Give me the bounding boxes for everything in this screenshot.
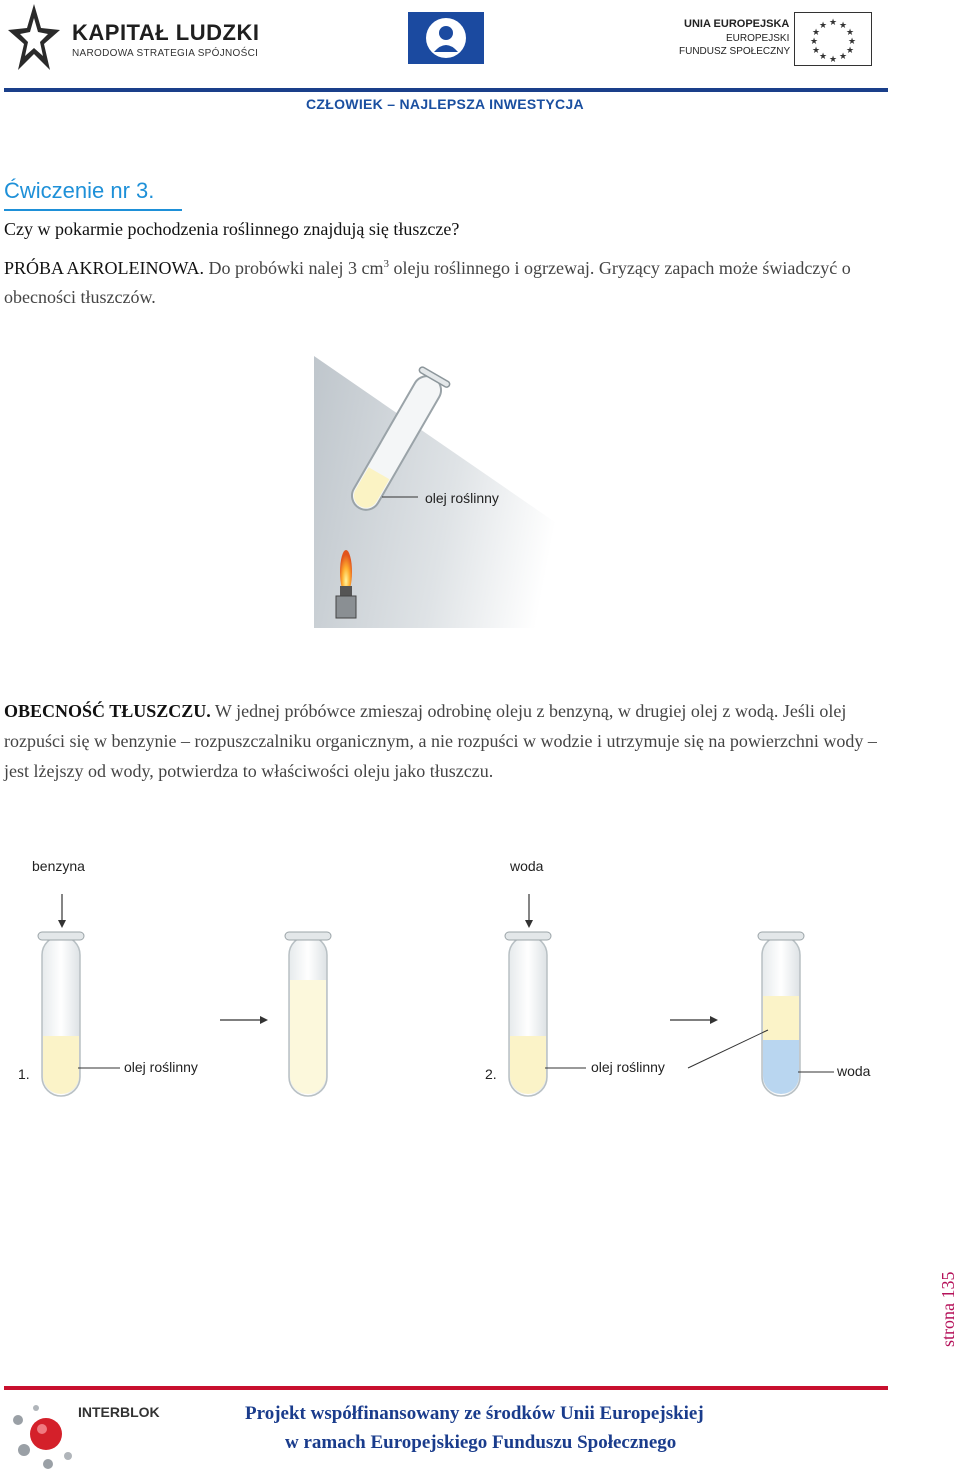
footer-line1: Projekt współfinansowany ze środków Unii Europejskiej <box>245 1403 704 1424</box>
svg-text:★: ★ <box>845 28 855 38</box>
footer-divider <box>4 1386 888 1390</box>
svg-text:★: ★ <box>809 37 819 47</box>
svg-text:★: ★ <box>811 46 821 56</box>
svg-text:★: ★ <box>847 37 857 47</box>
cm3-superscript: 3 <box>383 258 389 270</box>
acrolein-text-b: oleju roślinnego i ogrzewaj. Gryzący zapach może świadczyć o obecności tłuszczów. <box>4 258 851 307</box>
acrolein-test-paragraph <box>4 250 894 312</box>
star-logo-icon <box>4 0 64 76</box>
kapital-ludzki-subtitle: NARODOWA STRATEGIA SPÓJNOŚCI <box>72 48 259 59</box>
svg-text:★: ★ <box>828 18 838 28</box>
eu-fund-line1: EUROPEJSKI <box>726 33 790 44</box>
interblok-logo-text: INTERBLOK <box>78 1404 160 1420</box>
water-label: woda <box>837 1063 871 1079</box>
svg-text:★: ★ <box>838 52 848 62</box>
page-number-container <box>938 1245 960 1349</box>
eu-flag <box>794 12 872 66</box>
kapital-ludzki-logo <box>4 0 64 76</box>
fat-presence-paragraph <box>4 696 894 786</box>
svg-text:★: ★ <box>818 21 828 31</box>
interblok-logo <box>8 1398 78 1478</box>
portrait-emblem-icon <box>408 12 484 64</box>
eu-fund-line2: FUNDUSZ SPOŁECZNY <box>679 46 791 57</box>
eu-stars-icon <box>795 13 871 65</box>
svg-text:★: ★ <box>811 28 821 38</box>
svg-text:★: ★ <box>838 21 848 31</box>
acrolein-test-label: PRÓBA AKROLEINOWA. <box>4 258 205 278</box>
center-emblem-logo <box>408 12 484 64</box>
title-underline <box>4 209 182 211</box>
exercise-title: Ćwiczenie nr 3. <box>4 178 155 203</box>
fat-presence-text: W jednej próbówce zmieszaj odrobinę oleju z benzyną, w drugiej olej z wodą. Jeśli olej rozpuści się w benzynie – rozpuszczalniku organicznym, a nie rozpuści w wodzie i utrzymuje się na powierzchni wody – jest lżejszy od wody, potwierdza to właściwości oleju jako tłuszczu. <box>4 701 877 781</box>
header-divider <box>4 88 888 92</box>
figure1-oil-label: olej roślinny <box>425 490 499 506</box>
tube2-oil-label: olej roślinny <box>591 1059 665 1075</box>
eu-title: UNIA EUROPEJSKA <box>684 18 790 30</box>
tube-number-1: 1. <box>18 1066 30 1082</box>
interblok-dots-icon <box>8 1398 78 1478</box>
footer-line2: w ramach Europejskiego Funduszu Społecznego <box>285 1432 677 1453</box>
fat-presence-label: OBECNOŚĆ TŁUSZCZU. <box>4 701 211 721</box>
svg-text:★: ★ <box>818 52 828 62</box>
tube1-oil-label: olej roślinny <box>124 1059 198 1075</box>
kapital-ludzki-title: KAPITAŁ LUDZKI <box>72 20 260 45</box>
tube-number-2: 2. <box>485 1066 497 1082</box>
arrow-label-woda: woda <box>510 858 544 874</box>
svg-text:★: ★ <box>828 55 838 65</box>
exercise-question: Czy w pokarmie pochodzenia roślinnego znajdują się tłuszcze? <box>4 219 460 239</box>
page-number: strona 135 <box>938 1271 958 1347</box>
acrolein-text-a: Do probówki nalej 3 cm <box>204 258 384 278</box>
motto: CZŁOWIEK – NAJLEPSZA INWESTYCJA <box>306 96 584 112</box>
svg-text:★: ★ <box>845 46 855 56</box>
arrow-label-benzyna: benzyna <box>32 858 85 874</box>
